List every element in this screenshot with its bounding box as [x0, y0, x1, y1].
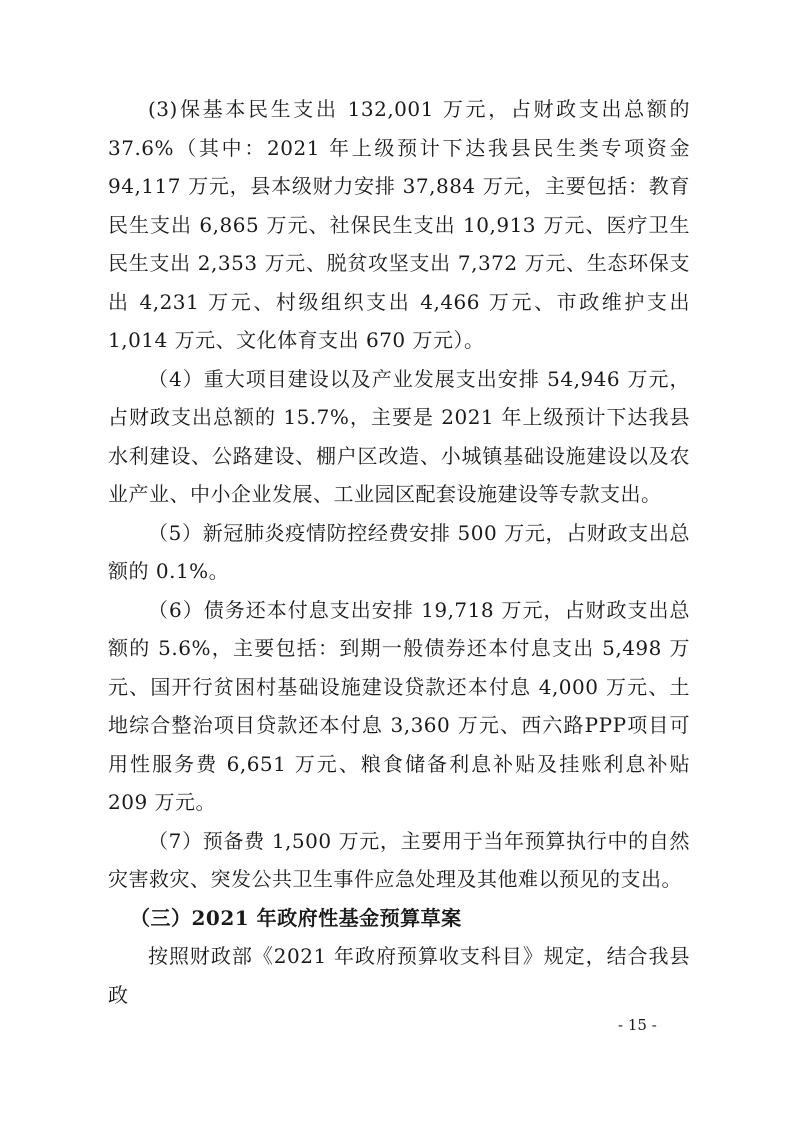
paragraph-debt-service: （6）债务还本付息支出安排 19,718 万元，占财政支出总额的 5.6%，主要包括：到期一般债券还本付息支出 5,498 万元、国开行贫困村基础设施建设贷款还本付息 4,000 万元、土地综合整治项目贷款还本付息 3,360 万元、西六路PPP项目可用性服务费 6,651 万元、粮食储备利息补贴及挂账利息补贴 209 万元。	[108, 597, 690, 814]
paragraph-major-projects: （4）重大项目建设以及产业发展支出安排 54,946 万元，占财政支出总额的 15.7%，主要是 2021 年上级预计下达我县水利建设、公路建设、棚户区改造、小城镇基础设施建设以及农业产业、中小企业发展、工业园区配套设施建设等专款支出。	[108, 366, 690, 506]
paragraph-closing: 按照财政部《2021 年政府预算收支科目》规定，结合我县政	[108, 944, 690, 1007]
document-body	[108, 90, 690, 1014]
page-number: - 15 -	[618, 1016, 657, 1034]
paragraph-covid-prevention: （5）新冠肺炎疫情防控经费安排 500 万元，占财政支出总额的 0.1%。	[108, 520, 690, 583]
paragraph-reserve-fund: （7）预备费 1,500 万元，主要用于当年预算执行中的自然灾害救灾、突发公共卫生事件应急处理及其他难以预见的支出。	[108, 828, 690, 891]
section-heading-government-fund-budget: （三）2021 年政府性基金预算草案	[130, 905, 462, 930]
paragraph-livelihood-expenditure: (3)保基本民生支出 132,001 万元，占财政支出总额的 37.6%（其中：2021 年上级预计下达我县民生类专项资金 94,117 万元，县本级财力安排 37,884 万元，主要包括：教育民生支出 6,865 万元、社保民生支出 10,913 万元、医疗卫生民生支出 2,353 万元、脱贫攻坚支出 7,372 万元、生态环保支出 4,231 万元、村级组织支出 4,466 万元、市政维护支出 1,014 万元、文化体育支出 670 万元）。	[108, 97, 690, 352]
